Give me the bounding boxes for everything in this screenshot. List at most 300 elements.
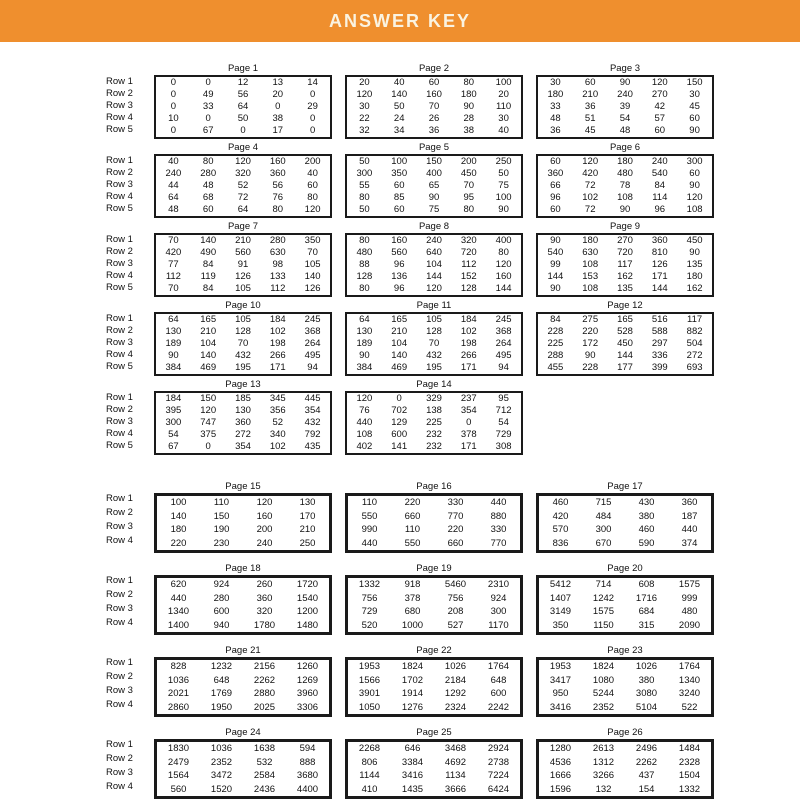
table-row [539,605,711,619]
table-cell: 999 [681,592,698,604]
table-cell: 198 [269,338,286,349]
table-cell: 141 [391,441,408,452]
table-cell: 140 [304,271,321,282]
table-cell: 1340 [167,606,190,617]
table-row [156,113,330,125]
table-cell: 189 [356,338,373,349]
section-pages-1-14 [0,63,800,455]
table-row [157,701,329,715]
page-table [536,727,714,799]
page-table [536,63,714,139]
table-cell: 445 [304,393,321,404]
table-cell: 280 [200,168,217,179]
table-cell: 3901 [358,688,381,699]
table-cell: 329 [426,393,442,404]
table-cell: 300 [490,606,507,617]
table-cell: 135 [686,259,703,270]
table-cell: 2021 [167,688,190,699]
table-cell: 0 [205,77,211,88]
table-cell: 60 [654,125,666,136]
table-cell: 128 [235,326,251,337]
table-cell: 171 [460,441,477,452]
table-title: Page 3 [609,63,641,74]
table-cell: 756 [447,592,464,604]
table-cell: 180 [170,524,187,535]
table-cell: 140 [391,350,408,361]
table-cell: 100 [495,77,512,88]
answer-tables-area [0,42,800,799]
table-cell: 460 [552,497,569,508]
table-cell: 2324 [444,701,467,713]
table-band [106,63,800,139]
table-row [538,180,712,192]
table-cell: 84 [654,180,666,191]
table-cell: 75 [428,204,440,215]
table-cell: 3417 [549,674,572,686]
page-table [154,563,332,635]
page-table [154,221,332,297]
table-band [106,563,800,635]
table-row [538,326,712,338]
table-cell: 1914 [401,688,424,699]
table-cell: 70 [168,235,179,246]
table-row [538,204,712,216]
table-cell: 56 [272,180,284,191]
table-row [156,350,330,362]
section-pages-15-26 [0,481,800,799]
table-cell: 48 [202,180,214,191]
table-cell: 153 [582,271,599,282]
table-cell: 228 [547,326,564,337]
table-cell: 48 [619,125,631,136]
table-cell: 395 [165,405,182,416]
table-cell: 120 [200,405,217,416]
table-title: Page 22 [416,645,452,656]
table-cell: 120 [495,259,512,270]
table-row [156,283,330,295]
table-cell: 0 [170,125,177,136]
table-cell: 132 [595,783,612,795]
table-cell: 266 [460,350,477,361]
table-row [539,510,711,524]
table-row [156,271,330,283]
table-title: Page 4 [227,142,259,153]
table-row [348,523,520,537]
table-cell: 440 [681,524,698,535]
table-cell: 2738 [487,756,510,768]
table-cell: 65 [428,180,440,191]
row-label: Row 5 [106,361,133,372]
table-box [536,739,714,799]
table-cell: 3266 [592,770,615,781]
row-label: Row 5 [106,440,133,451]
table-cell: 165 [200,314,217,325]
row-labels [106,221,154,294]
table-cell: 600 [391,429,408,440]
table-cell: 52 [272,417,284,428]
table-cell: 1170 [488,619,509,631]
table-cell: 60 [550,204,561,215]
table-cell: 0 [205,441,211,452]
table-cell: 1950 [210,701,233,713]
table-cell: 810 [651,247,668,258]
table-row [347,113,521,125]
row-labels [106,481,154,548]
table-cell: 480 [681,606,698,617]
row-labels [106,300,154,373]
table-cell: 264 [304,338,321,349]
table-row [539,701,711,715]
table-title: Page 12 [607,300,643,311]
table-cell: 714 [595,579,612,590]
table-cell: 770 [490,537,507,549]
table-row [347,271,521,283]
table-cell: 96 [393,259,405,270]
table-cell: 2496 [635,743,658,754]
table-cell: 693 [686,362,703,373]
table-cell: 126 [304,283,321,294]
table-cell: 0 [396,393,402,404]
table-cell: 120 [256,497,273,508]
table-cell: 90 [689,247,700,258]
table-title: Page 6 [609,142,641,153]
row-labels [106,142,154,215]
table-cell: 110 [213,497,230,508]
page-table [345,481,523,553]
table-cell: 480 [356,247,373,258]
table-box [536,657,714,717]
table-cell: 195 [235,362,251,373]
table-cell: 410 [361,783,378,795]
table-cell: 98 [272,259,284,270]
table-cell: 1407 [549,592,572,604]
table-cell: 2156 [253,661,276,672]
table-cell: 80 [202,156,214,167]
table-cell: 102 [269,326,286,337]
table-cell: 250 [299,537,316,549]
table-cell: 102 [269,441,286,452]
table-cell: 1716 [635,592,658,604]
row-label: Row 3 [106,603,133,614]
table-cell: 240 [165,168,182,179]
table-row [157,742,329,756]
table-cell: 375 [200,429,217,440]
table-cell: 80 [498,247,509,258]
row-label: Row 1 [106,493,133,504]
table-row [156,156,330,168]
table-cell: 2184 [444,674,467,686]
row-labels [106,645,154,712]
table-cell: 440 [170,592,187,604]
page-table [154,142,332,218]
table-row [347,89,521,101]
table-cell: 1769 [210,688,233,699]
table-box [154,233,332,297]
table-cell: 52 [237,180,249,191]
table-cell: 128 [460,283,477,294]
table-row [348,742,520,756]
table-cell: 120 [356,89,373,100]
table-cell: 160 [495,271,512,282]
table-row [347,259,521,271]
table-cell: 162 [686,283,703,294]
table-cell: 550 [404,537,421,549]
table-cell: 1242 [592,592,615,604]
table-cell: 245 [304,314,321,325]
row-label: Row 2 [106,589,133,600]
table-row [347,314,521,326]
table-cell: 0 [466,417,472,428]
table-row [347,192,521,204]
table-cell: 300 [165,417,182,428]
table-cell: 2268 [358,743,381,754]
table-cell: 112 [165,271,181,282]
table-cell: 770 [447,510,464,522]
table-cell: 50 [359,156,370,167]
table-row [347,101,521,113]
table-cell: 94 [498,362,509,373]
table-cell: 1666 [549,770,572,781]
table-cell: 264 [495,338,512,349]
table-row [157,660,329,674]
row-label: Row 5 [106,124,133,135]
table-cell: 250 [495,156,512,167]
table-cell: 48 [168,204,179,215]
page-table [345,563,523,635]
table-cell: 460 [638,524,655,535]
table-cell: 455 [547,362,564,373]
table-cell: 30 [359,101,370,112]
table-cell: 2262 [635,756,658,768]
row-labels [106,563,154,630]
table-cell: 469 [391,362,408,373]
table-cell: 360 [256,592,273,604]
table-row [539,496,711,510]
table-cell: 200 [304,156,321,167]
table-row [348,619,520,633]
table-cell: 340 [269,429,286,440]
table-cell: 60 [689,168,700,179]
table-cell: 99 [550,259,561,270]
table-row [538,77,712,89]
table-row [538,259,712,271]
table-row [156,192,330,204]
table-cell: 918 [404,579,421,590]
table-row [156,101,330,113]
table-cell: 165 [617,314,633,325]
table-row [347,180,521,192]
table-cell: 532 [256,756,273,768]
table-row [348,756,520,770]
table-row [348,674,520,688]
table-title: Page 10 [225,300,261,311]
table-cell: 180 [547,89,564,100]
table-cell: 70 [168,283,179,294]
table-cell: 68 [202,192,214,203]
table-title: Page 16 [416,481,452,492]
table-row [347,247,521,259]
row-label: Row 1 [106,739,133,750]
table-cell: 720 [460,247,477,258]
table-cell: 1400 [167,619,190,631]
table-cell: 48 [550,113,561,124]
page-table [345,221,523,297]
table-cell: 1575 [678,579,701,590]
table-row [348,510,520,524]
table-cell: 7224 [487,770,510,781]
table-cell: 0 [205,113,211,124]
table-cell: 34 [393,125,405,136]
table-cell: 1332 [358,579,381,590]
table-cell: 2090 [678,619,701,631]
table-cell: 160 [426,89,442,100]
table-row [157,605,329,619]
table-cell: 80 [463,204,475,215]
table-cell: 640 [426,247,442,258]
table-band [106,645,800,717]
table-cell: 245 [495,314,512,325]
table-cell: 225 [426,417,442,428]
table-cell: 527 [447,619,464,631]
table-cell: 0 [170,77,177,88]
table-row [157,619,329,633]
table-cell: 108 [686,204,703,215]
table-cell: 450 [460,168,477,179]
page-table [154,63,332,139]
table-cell: 76 [272,192,284,203]
table-cell: 120 [651,77,668,88]
table-cell: 747 [200,417,217,428]
table-cell: 0 [240,125,246,136]
table-cell: 32 [359,125,370,136]
table-cell: 20 [359,77,370,88]
table-cell: 1564 [167,770,190,781]
table-cell: 400 [426,168,442,179]
table-cell: 300 [595,524,612,535]
table-cell: 560 [391,247,408,258]
table-row [347,326,521,338]
table-row [156,259,330,271]
table-cell: 72 [584,204,596,215]
table-cell: 882 [686,326,703,337]
table-cell: 420 [165,247,182,258]
table-cell: 440 [356,417,373,428]
table-row [157,496,329,510]
header-banner [0,0,800,42]
table-cell: 469 [200,362,217,373]
table-cell: 608 [638,579,655,590]
table-row [157,537,329,551]
table-row [347,362,521,374]
table-cell: 2584 [253,770,276,781]
table-cell: 646 [404,743,421,754]
table-cell: 140 [200,235,217,246]
page-table [345,63,523,139]
table-cell: 648 [213,674,230,686]
table-row [538,89,712,101]
table-cell: 39 [619,101,631,112]
table-cell: 360 [651,235,668,246]
table-row [348,783,520,797]
table-cell: 28 [463,113,475,124]
table-cell: 240 [617,89,633,100]
table-cell: 150 [200,393,217,404]
table-title: Page 1 [227,63,259,74]
table-cell: 38 [272,113,284,124]
page-table [154,300,332,376]
table-cell: 660 [404,510,421,522]
table-cell: 729 [495,429,512,440]
table-cell: 108 [356,429,373,440]
table-box [536,75,714,139]
row-label: Row 3 [106,767,133,778]
table-cell: 1080 [592,674,615,686]
table-cell: 51 [584,113,596,124]
table-cell: 60 [428,77,440,88]
table-cell: 140 [170,510,187,522]
table-cell: 420 [552,510,569,522]
table-cell: 2436 [253,783,276,795]
table-band [106,142,800,218]
table-cell: 184 [269,314,286,325]
table-cell: 315 [638,619,655,631]
table-cell: 440 [361,537,378,549]
table-row [538,101,712,113]
table-cell: 630 [269,247,286,258]
row-label: Row 3 [106,521,133,532]
table-cell: 50 [393,101,405,112]
table-box [154,154,332,218]
table-cell: 280 [213,592,230,604]
table-cell: 360 [681,497,698,508]
table-cell: 105 [426,314,442,325]
page-title: ANSWER KEY [328,10,471,31]
row-label: Row 4 [106,112,133,123]
table-cell: 154 [638,783,655,795]
row-label: Row 1 [106,234,133,245]
table-cell: 354 [460,405,477,416]
table-cell: 2310 [487,579,510,590]
table-cell: 320 [256,606,273,617]
row-label: Row 2 [106,753,133,764]
table-cell: 3240 [678,688,701,699]
row-label: Row 4 [106,535,133,546]
table-title: Page 24 [225,727,261,738]
table-cell: 117 [687,314,703,325]
table-cell: 129 [391,417,408,428]
table-cell: 90 [619,204,631,215]
table-cell: 354 [304,405,321,416]
table-cell: 180 [582,235,599,246]
table-cell: 177 [617,362,633,373]
table-cell: 368 [304,326,321,337]
table-cell: 280 [269,235,286,246]
table-cell: 20 [498,89,509,100]
table-cell: 33 [550,101,561,112]
table-cell: 540 [651,168,668,179]
table-cell: 64 [168,192,179,203]
table-cell: 924 [213,579,230,590]
table-cell: 232 [426,441,442,452]
table-cell: 237 [460,393,477,404]
table-cell: 40 [307,168,318,179]
table-cell: 336 [651,350,668,361]
table-cell: 36 [584,101,596,112]
table-title: Page 26 [607,727,643,738]
table-cell: 120 [356,393,373,404]
table-cell: 2479 [167,756,190,768]
table-cell: 2328 [678,756,701,768]
